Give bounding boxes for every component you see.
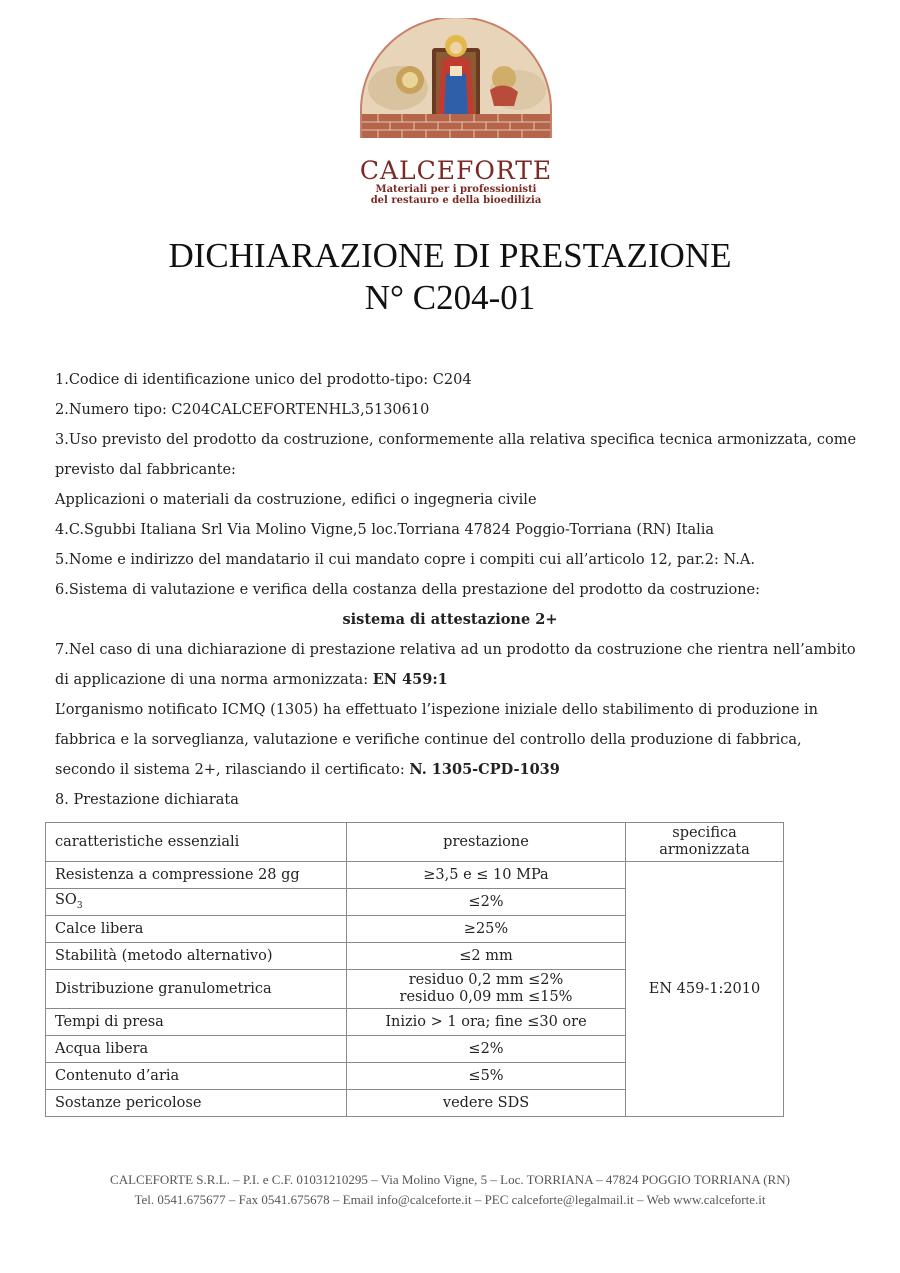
row-characteristic: Stabilità (metodo alternativo) xyxy=(46,943,347,970)
row-characteristic: Acqua libera xyxy=(46,1036,347,1063)
document-title: DICHIARAZIONE DI PRESTAZIONE xyxy=(168,236,732,275)
row-performance: ≤2 mm xyxy=(347,943,626,970)
table-row xyxy=(46,862,784,889)
attestation-system-value: sistema di attestazione 2+ xyxy=(342,611,558,628)
notified-body-line-2: fabbrica e la sorveglianza, valutazione e verifiche continue del controllo della produzione di fabbrica, xyxy=(55,732,802,748)
item-3-intended-use: 3.Uso previsto del prodotto da costruzione, conformemente alla relativa specifica tecnica armonizzata, come xyxy=(55,432,857,448)
header-specification xyxy=(626,823,784,862)
item-7-continuation-text: di applicazione di una norma armonizzata: xyxy=(55,672,373,688)
item-6-assessment-system: 6.Sistema di valutazione e verifica della costanza della prestazione del prodotto da costruzione: xyxy=(55,582,760,598)
certificate-intro: secondo il sistema 2+, rilasciando il certificato: xyxy=(55,762,410,778)
item-7-harmonised-standard: 7.Nel caso di una dichiarazione di prestazione relativa ad un prodotto da costruzione che rientra nell’ambito xyxy=(55,642,856,658)
row-characteristic: Distribuzione granulometrica xyxy=(46,970,347,1009)
header-specification-2: armonizzata xyxy=(659,842,750,858)
row-performance: ≥25% xyxy=(347,916,626,943)
calceforte-logo xyxy=(358,18,554,206)
certificate-number: N. 1305-CPD-1039 xyxy=(409,761,560,778)
attestation-system xyxy=(0,613,900,628)
harmonised-specification: EN 459-1:2010 xyxy=(626,862,784,1117)
row-characteristic: Sostanze pericolose xyxy=(46,1090,347,1117)
row-characteristic: Resistenza a compressione 28 gg xyxy=(46,862,347,889)
row-performance: ≥3,5 e ≤ 10 MPa xyxy=(347,862,626,889)
residue-009: residuo 0,09 mm ≤15% xyxy=(399,989,573,1005)
table-header-row xyxy=(46,823,784,862)
residue-02: residuo 0,2 mm ≤2% xyxy=(408,972,564,989)
row-characteristic xyxy=(46,889,347,916)
item-7-continuation xyxy=(55,673,448,688)
row-performance: Inizio > 1 ora; fine ≤30 ore xyxy=(347,1009,626,1036)
item-3-continuation: previsto dal fabbricante: xyxy=(55,462,236,478)
row-performance xyxy=(347,970,626,1009)
standard-reference: EN 459:1 xyxy=(372,671,448,688)
notified-body-line-1: L’organismo notificato ICMQ (1305) ha effettuato l’ispezione iniziale dello stabilimento di produzione in xyxy=(55,702,818,718)
row-characteristic: Calce libera xyxy=(46,916,347,943)
item-5-representative: 5.Nome e indirizzo del mandatario il cui mandato copre i compiti cui all’articolo 12, par.2: N.A. xyxy=(55,552,755,568)
item-1-product-code: 1.Codice di identificazione unico del prodotto-tipo: C204 xyxy=(55,372,472,388)
header-characteristics: caratteristiche essenziali xyxy=(46,823,347,862)
logo-brand-name: CALCEFORTE xyxy=(359,156,553,185)
notified-body-line-3 xyxy=(55,763,560,778)
item-8-declared-performance: 8. Prestazione dichiarata xyxy=(55,792,239,808)
footer-contact-info: Tel. 0541.675677 – Fax 0541.675678 – Email info@calceforte.it – PEC calceforte@legalmail.it – Web www.calceforte.it xyxy=(134,1192,766,1207)
so3-subscript: 3 xyxy=(76,901,83,912)
row-performance: ≤2% xyxy=(347,889,626,916)
item-2-type-number: 2.Numero tipo: C204CALCEFORTENHL3,5130610 xyxy=(55,402,430,418)
logo-tagline-2: del restauro e della bioedilizia xyxy=(370,195,542,206)
performance-table xyxy=(45,822,784,1117)
logo-tagline-1: Materiali per i professionisti xyxy=(375,184,537,195)
header-specification-1: specifica xyxy=(672,825,737,842)
document-number: N° C204-01 xyxy=(364,278,536,317)
row-performance: ≤2% xyxy=(347,1036,626,1063)
row-performance: ≤5% xyxy=(347,1063,626,1090)
row-characteristic: Tempi di presa xyxy=(46,1009,347,1036)
footer-company-info: CALCEFORTE S.R.L. – P.I. e C.F. 01031210295 – Via Molino Vigne, 5 – Loc. TORRIANA – 47824 POGGIO TORRIANA (RN) xyxy=(110,1172,790,1187)
row-performance: vedere SDS xyxy=(347,1090,626,1117)
so3-label: SO xyxy=(55,892,77,909)
header-performance: prestazione xyxy=(347,823,626,862)
row-characteristic: Contenuto d’aria xyxy=(46,1063,347,1090)
item-3-applications: Applicazioni o materiali da costruzione, edifici o ingegneria civile xyxy=(55,492,537,508)
item-4-manufacturer: 4.C.Sgubbi Italiana Srl Via Molino Vigne,5 loc.Torriana 47824 Poggio-Torriana (RN) Italia xyxy=(55,522,715,538)
fresco-emblem-icon xyxy=(358,18,554,158)
